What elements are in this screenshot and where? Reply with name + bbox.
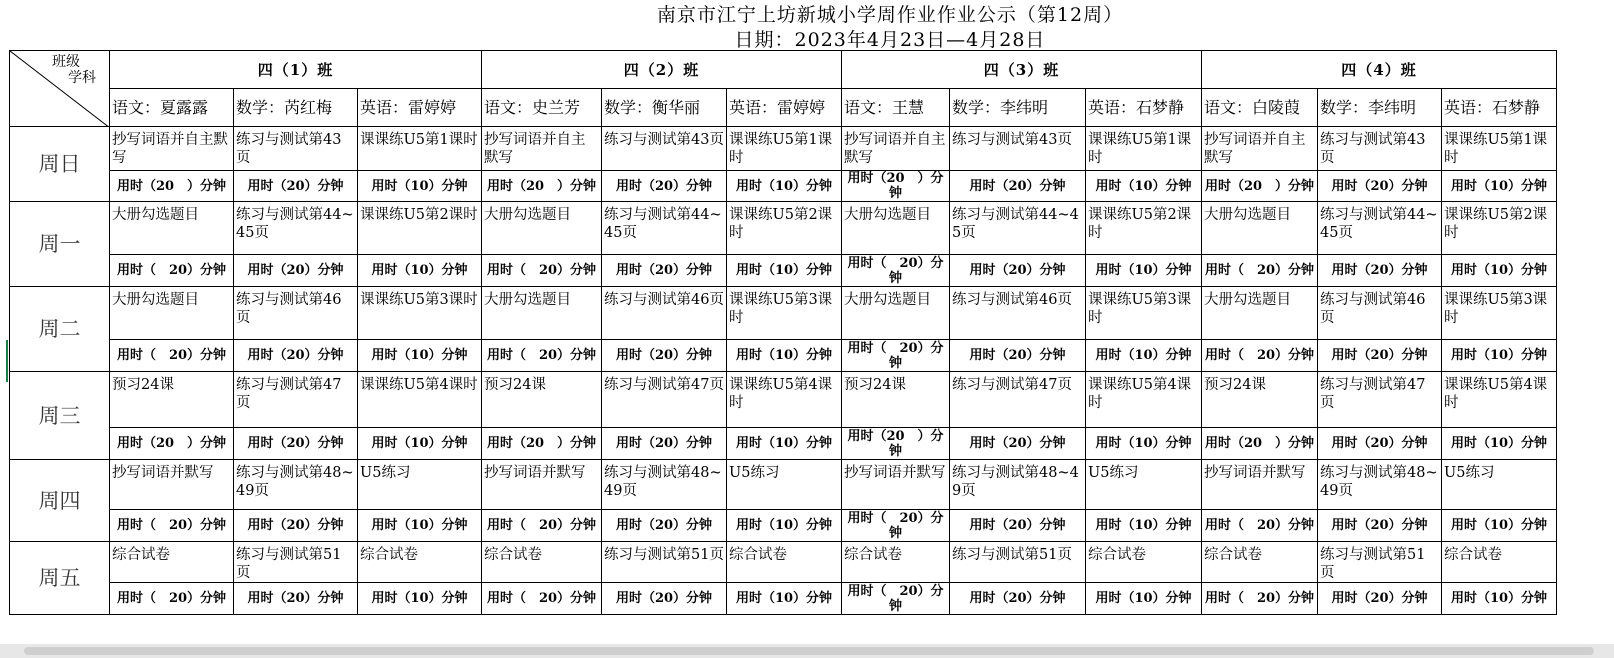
- teacher-cell[interactable]: 语文：王慧: [842, 89, 950, 127]
- task-cell[interactable]: 预习24课: [482, 372, 602, 428]
- teacher-row: [10, 89, 1557, 127]
- time-row: [10, 340, 1557, 372]
- time-cell[interactable]: 用时（20）分钟: [234, 510, 358, 542]
- task-cell[interactable]: 综合试卷: [1202, 542, 1318, 583]
- time-cell[interactable]: 用时（ 20）分钟: [1202, 340, 1318, 372]
- task-cell[interactable]: 练习与测试第43页: [602, 127, 727, 171]
- teacher-cell[interactable]: 英语：石梦静: [1086, 89, 1202, 127]
- time-cell[interactable]: 用时（10）分钟: [1086, 428, 1202, 460]
- time-cell[interactable]: 用时（20）分钟: [234, 171, 358, 202]
- class-header[interactable]: 四（3）班: [842, 51, 1202, 89]
- time-cell[interactable]: 用时（20）分钟: [950, 510, 1086, 542]
- time-cell[interactable]: 用时（10）分钟: [1442, 340, 1557, 372]
- task-cell[interactable]: 练习与测试第51页: [950, 542, 1086, 583]
- teacher-cell[interactable]: 语文：白陵葭: [1202, 89, 1318, 127]
- task-cell[interactable]: 预习24课: [1202, 372, 1318, 428]
- task-row: [10, 202, 1557, 255]
- task-cell[interactable]: 课课练U5第4课时: [727, 372, 842, 428]
- class-header-row: [10, 51, 1557, 89]
- class-header[interactable]: 四（4）班: [1202, 51, 1557, 89]
- time-cell[interactable]: 用时（10）分钟: [358, 171, 482, 202]
- time-cell[interactable]: 用时（ 20）分钟: [110, 340, 234, 372]
- task-row: [10, 287, 1557, 340]
- task-cell[interactable]: 抄写词语并自主默写: [482, 127, 602, 171]
- time-cell[interactable]: 用时（20）分钟: [950, 255, 1086, 287]
- task-cell[interactable]: 练习与测试第48~49页: [1318, 460, 1442, 510]
- time-cell[interactable]: 用时（ 20）分钟: [842, 510, 950, 542]
- task-cell[interactable]: 练习与测试第48~49页: [602, 460, 727, 510]
- time-cell[interactable]: 用时（20 ）分钟: [1202, 428, 1318, 460]
- task-cell[interactable]: 抄写词语并自主默写: [1202, 127, 1318, 171]
- time-cell[interactable]: 用时（10）分钟: [727, 255, 842, 287]
- day-label[interactable]: 周五: [10, 542, 110, 615]
- task-cell[interactable]: 练习与测试第47页: [602, 372, 727, 428]
- time-row: [10, 510, 1557, 542]
- task-cell[interactable]: 大册勾选题目: [842, 287, 950, 340]
- time-cell[interactable]: 用时（ 20）分钟: [1202, 583, 1318, 615]
- task-cell[interactable]: 课课练U5第4课时: [1086, 372, 1202, 428]
- day-label[interactable]: 周二: [10, 287, 110, 372]
- teacher-cell[interactable]: 数学：衡华丽: [602, 89, 727, 127]
- task-cell[interactable]: 练习与测试第51页: [234, 542, 358, 583]
- time-cell[interactable]: 用时（20）分钟: [602, 255, 727, 287]
- task-cell[interactable]: 大册勾选题目: [110, 202, 234, 255]
- time-cell[interactable]: 用时（20）分钟: [1318, 428, 1442, 460]
- task-cell[interactable]: 练习与测试第51页: [602, 542, 727, 583]
- task-cell[interactable]: 课课练U5第3课时: [727, 287, 842, 340]
- time-cell[interactable]: 用时（10）分钟: [1086, 583, 1202, 615]
- time-cell[interactable]: 用时（20 ）分钟: [1202, 171, 1318, 202]
- time-cell[interactable]: 用时（20 ）分钟: [110, 428, 234, 460]
- task-cell[interactable]: 课课练U5第3课时: [358, 287, 482, 340]
- task-cell[interactable]: 练习与测试第48~49页: [234, 460, 358, 510]
- teacher-cell[interactable]: 英语：石梦静: [1442, 89, 1557, 127]
- time-cell[interactable]: 用时（20）分钟: [950, 428, 1086, 460]
- time-cell[interactable]: 用时（20 ）分钟: [110, 171, 234, 202]
- task-row: [10, 460, 1557, 510]
- task-cell[interactable]: U5练习: [1086, 460, 1202, 510]
- task-cell[interactable]: 大册勾选题目: [842, 202, 950, 255]
- teacher-cell[interactable]: 数学：李纬明: [1318, 89, 1442, 127]
- task-cell[interactable]: 大册勾选题目: [482, 287, 602, 340]
- task-cell[interactable]: 练习与测试第47页: [950, 372, 1086, 428]
- task-cell[interactable]: 综合试卷: [1086, 542, 1202, 583]
- time-cell[interactable]: 用时（10）分钟: [727, 428, 842, 460]
- task-cell[interactable]: 课课练U5第1课时: [1086, 127, 1202, 171]
- time-cell[interactable]: 用时（10）分钟: [727, 340, 842, 372]
- time-cell[interactable]: 用时（20）分钟: [950, 583, 1086, 615]
- page-title: 南京市江宁上坊新城小学周作业作业公示（第12周）: [656, 4, 1124, 26]
- time-cell[interactable]: 用时（20）分钟: [602, 340, 727, 372]
- task-cell[interactable]: 综合试卷: [110, 542, 234, 583]
- task-cell[interactable]: 练习与测试第44~45页: [950, 202, 1086, 255]
- task-cell[interactable]: 练习与测试第47页: [1318, 372, 1442, 428]
- task-cell[interactable]: 抄写词语并默写: [482, 460, 602, 510]
- teacher-cell[interactable]: 英语：雷婷婷: [358, 89, 482, 127]
- time-cell[interactable]: 用时（10）分钟: [1086, 510, 1202, 542]
- time-cell[interactable]: 用时（ 20）分钟: [842, 255, 950, 287]
- time-cell[interactable]: 用时（20）分钟: [602, 428, 727, 460]
- time-cell[interactable]: 用时（ 20）分钟: [482, 583, 602, 615]
- task-cell[interactable]: 课课练U5第4课时: [1442, 372, 1557, 428]
- task-cell[interactable]: 大册勾选题目: [482, 202, 602, 255]
- day-label[interactable]: 周三: [10, 372, 110, 460]
- time-cell[interactable]: 用时（20 ）分钟: [482, 428, 602, 460]
- time-cell[interactable]: 用时（10）分钟: [727, 583, 842, 615]
- task-cell[interactable]: 预习24课: [110, 372, 234, 428]
- task-cell[interactable]: 抄写词语并默写: [1202, 460, 1318, 510]
- time-cell[interactable]: 用时（ 20）分钟: [482, 340, 602, 372]
- task-cell[interactable]: 练习与测试第46页: [234, 287, 358, 340]
- time-cell[interactable]: 用时（20）分钟: [950, 171, 1086, 202]
- task-cell[interactable]: U5练习: [727, 460, 842, 510]
- time-cell[interactable]: 用时（20）分钟: [1318, 255, 1442, 287]
- task-cell[interactable]: 综合试卷: [727, 542, 842, 583]
- corner-class-label: 班级: [52, 54, 80, 70]
- task-row: [10, 372, 1557, 428]
- task-row: [10, 127, 1557, 171]
- class-header[interactable]: 四（2）班: [482, 51, 842, 89]
- time-cell[interactable]: 用时（20）分钟: [1318, 340, 1442, 372]
- day-label[interactable]: 周四: [10, 460, 110, 542]
- task-cell[interactable]: 练习与测试第48~49页: [950, 460, 1086, 510]
- task-cell[interactable]: 课课练U5第3课时: [1442, 287, 1557, 340]
- task-cell[interactable]: 练习与测试第46页: [1318, 287, 1442, 340]
- time-cell[interactable]: 用时（ 20）分钟: [110, 255, 234, 287]
- task-cell[interactable]: 抄写词语并默写: [110, 460, 234, 510]
- task-cell[interactable]: 预习24课: [842, 372, 950, 428]
- teacher-cell[interactable]: 语文：夏露露: [110, 89, 234, 127]
- scrollbar-thumb[interactable]: [24, 647, 1594, 655]
- task-cell[interactable]: 课课练U5第3课时: [1086, 287, 1202, 340]
- task-cell[interactable]: 练习与测试第44~45页: [234, 202, 358, 255]
- time-cell[interactable]: 用时（ 20）分钟: [482, 255, 602, 287]
- task-cell[interactable]: 课课练U5第1课时: [727, 127, 842, 171]
- time-cell[interactable]: 用时（10）分钟: [358, 255, 482, 287]
- time-cell[interactable]: 用时（20）分钟: [602, 583, 727, 615]
- task-cell[interactable]: 练习与测试第44~45页: [602, 202, 727, 255]
- day-label[interactable]: 周一: [10, 202, 110, 287]
- time-cell[interactable]: 用时（20）分钟: [234, 255, 358, 287]
- time-cell[interactable]: 用时（20）分钟: [602, 171, 727, 202]
- time-cell[interactable]: 用时（10）分钟: [1442, 583, 1557, 615]
- task-cell[interactable]: 课课练U5第2课时: [358, 202, 482, 255]
- time-cell[interactable]: 用时（ 20）分钟: [482, 510, 602, 542]
- time-cell[interactable]: 用时（10）分钟: [1086, 255, 1202, 287]
- task-cell[interactable]: 练习与测试第47页: [234, 372, 358, 428]
- time-cell[interactable]: 用时（20）分钟: [1318, 583, 1442, 615]
- time-cell[interactable]: 用时（ 20）分钟: [110, 583, 234, 615]
- time-cell[interactable]: 用时（10）分钟: [1442, 255, 1557, 287]
- time-cell[interactable]: 用时（10）分钟: [1442, 171, 1557, 202]
- task-cell[interactable]: 抄写词语并自主默写: [110, 127, 234, 171]
- task-cell[interactable]: 综合试卷: [482, 542, 602, 583]
- time-cell[interactable]: 用时（10）分钟: [358, 428, 482, 460]
- time-cell[interactable]: 用时（20）分钟: [234, 428, 358, 460]
- time-cell[interactable]: 用时（10）分钟: [358, 510, 482, 542]
- time-cell[interactable]: 用时（20 ）分钟: [482, 171, 602, 202]
- task-cell[interactable]: 课课练U5第1课时: [1442, 127, 1557, 171]
- time-cell[interactable]: 用时（10）分钟: [358, 583, 482, 615]
- time-cell[interactable]: 用时（ 20）分钟: [1202, 510, 1318, 542]
- task-cell[interactable]: 综合试卷: [358, 542, 482, 583]
- date-range: 日期：2023年4月23日—4月28日: [734, 29, 1046, 51]
- task-cell[interactable]: 课课练U5第2课时: [727, 202, 842, 255]
- task-cell[interactable]: 练习与测试第46页: [602, 287, 727, 340]
- time-cell[interactable]: 用时（10）分钟: [1442, 510, 1557, 542]
- task-cell[interactable]: 练习与测试第43页: [234, 127, 358, 171]
- time-cell[interactable]: 用时（10）分钟: [1086, 171, 1202, 202]
- time-cell[interactable]: 用时（20）分钟: [1318, 171, 1442, 202]
- horizontal-scrollbar[interactable]: [0, 644, 1614, 658]
- time-cell[interactable]: 用时（ 20）分钟: [110, 510, 234, 542]
- time-row: [10, 428, 1557, 460]
- time-cell[interactable]: 用时（20）分钟: [602, 510, 727, 542]
- task-cell[interactable]: 练习与测试第44~45页: [1318, 202, 1442, 255]
- time-cell[interactable]: 用时（20 ）分钟: [842, 171, 950, 202]
- task-cell[interactable]: U5练习: [358, 460, 482, 510]
- task-cell[interactable]: U5练习: [1442, 460, 1557, 510]
- time-row: [10, 255, 1557, 287]
- task-cell[interactable]: 大册勾选题目: [1202, 202, 1318, 255]
- task-cell[interactable]: 抄写词语并默写: [842, 460, 950, 510]
- teacher-cell[interactable]: 数学：芮红梅: [234, 89, 358, 127]
- teacher-cell[interactable]: 语文：史兰芳: [482, 89, 602, 127]
- task-cell[interactable]: 练习与测试第43页: [950, 127, 1086, 171]
- time-cell[interactable]: 用时（ 20）分钟: [1202, 255, 1318, 287]
- time-cell[interactable]: 用时（ 20）分钟: [842, 583, 950, 615]
- time-cell[interactable]: 用时（20）分钟: [234, 340, 358, 372]
- task-cell[interactable]: 课课练U5第1课时: [358, 127, 482, 171]
- task-cell[interactable]: 课课练U5第2课时: [1442, 202, 1557, 255]
- task-row: [10, 542, 1557, 583]
- time-cell[interactable]: 用时（10）分钟: [727, 510, 842, 542]
- task-cell[interactable]: 大册勾选题目: [1202, 287, 1318, 340]
- time-row: [10, 171, 1557, 202]
- time-cell[interactable]: 用时（20 ）分钟: [842, 428, 950, 460]
- time-cell[interactable]: 用时（20）分钟: [1318, 510, 1442, 542]
- task-cell[interactable]: 练习与测试第43页: [1318, 127, 1442, 171]
- corner-subject-label: 学科: [68, 70, 96, 86]
- class-header[interactable]: 四（1）班: [110, 51, 482, 89]
- day-label[interactable]: 周日: [10, 127, 110, 202]
- time-cell[interactable]: 用时（10）分钟: [1442, 428, 1557, 460]
- corner-cell[interactable]: [10, 51, 110, 127]
- time-cell[interactable]: 用时（20）分钟: [234, 583, 358, 615]
- task-cell[interactable]: 课课练U5第2课时: [1086, 202, 1202, 255]
- homework-table: [9, 50, 1557, 615]
- teacher-cell[interactable]: 英语：雷婷婷: [727, 89, 842, 127]
- time-cell[interactable]: 用时（10）分钟: [358, 340, 482, 372]
- task-cell[interactable]: 课课练U5第4课时: [358, 372, 482, 428]
- time-cell[interactable]: 用时（20）分钟: [950, 340, 1086, 372]
- teacher-cell[interactable]: 数学：李纬明: [950, 89, 1086, 127]
- time-cell[interactable]: 用时（10）分钟: [727, 171, 842, 202]
- task-cell[interactable]: 大册勾选题目: [110, 287, 234, 340]
- task-cell[interactable]: 综合试卷: [842, 542, 950, 583]
- task-cell[interactable]: 抄写词语并自主默写: [842, 127, 950, 171]
- time-cell[interactable]: 用时（ 20）分钟: [842, 340, 950, 372]
- time-cell[interactable]: 用时（10）分钟: [1086, 340, 1202, 372]
- row-selection-marker: [6, 340, 8, 382]
- time-row: [10, 583, 1557, 615]
- task-cell[interactable]: 综合试卷: [1442, 542, 1557, 583]
- task-cell[interactable]: 练习与测试第46页: [950, 287, 1086, 340]
- task-cell[interactable]: 练习与测试第51页: [1318, 542, 1442, 583]
